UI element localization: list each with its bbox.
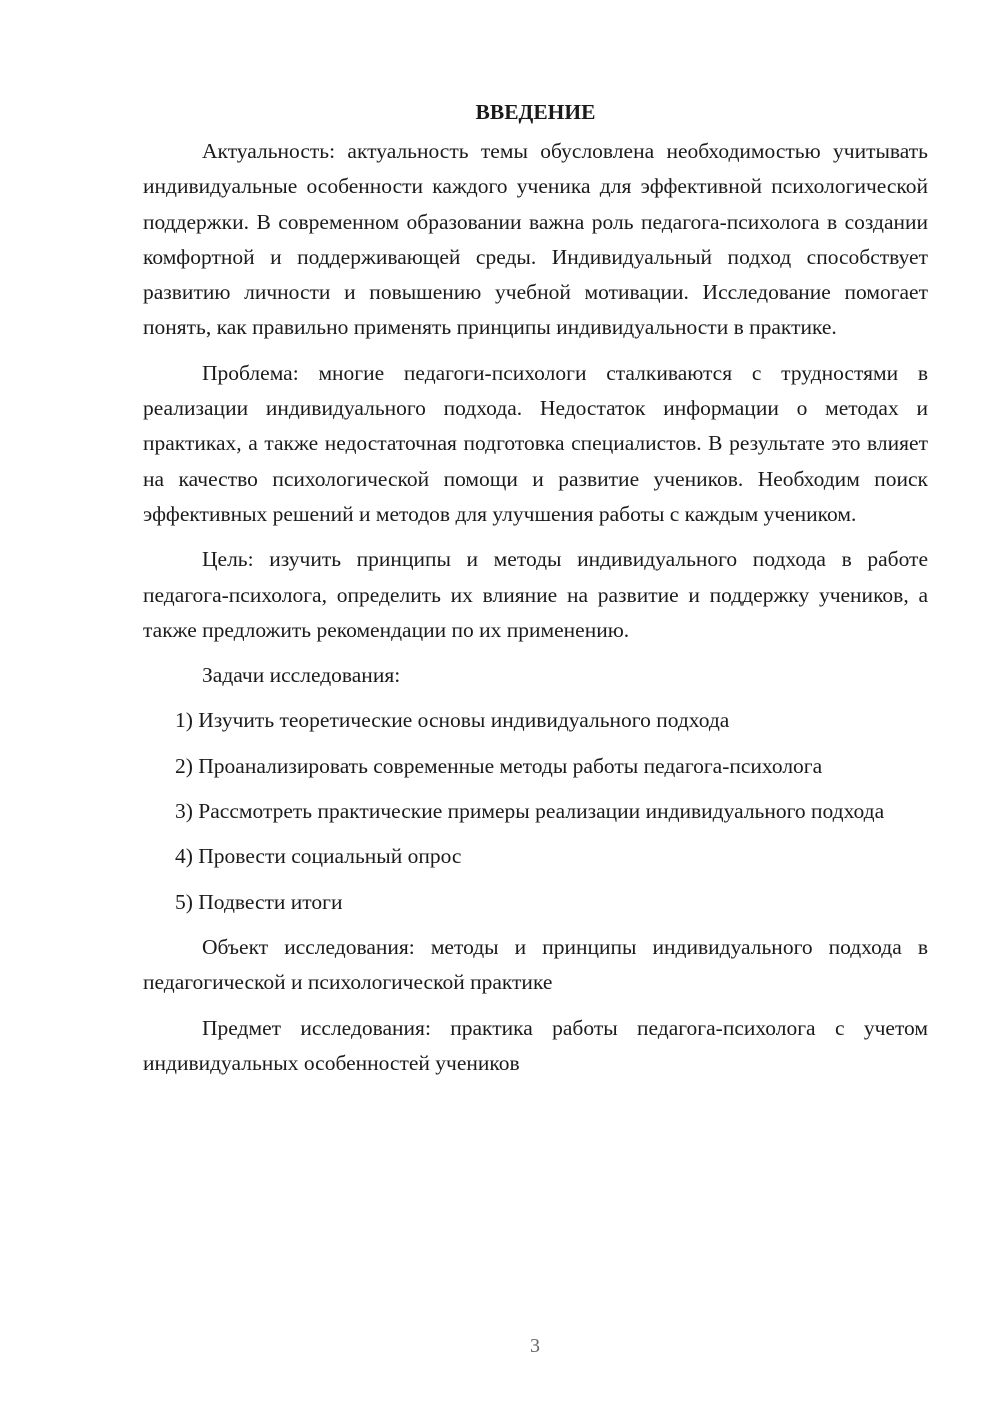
task-item-1: 1) Изучить теоретические основы индивидуального подхода [175, 708, 730, 733]
document-body [143, 95, 928, 1091]
task-item-2: 2) Проанализировать современные методы работы педагога-психолога [175, 753, 823, 778]
tasks-header: Задачи исследования: [202, 663, 401, 688]
page-title: ВВЕДЕНИЕ [475, 100, 596, 124]
subject-paragraph: Предмет исследования: практика работы педагога-психолога с учетом индивидуальных особенностей учеников [143, 1015, 928, 1075]
task-item-3: 3) Рассмотреть практические примеры реализации индивидуального подхода [175, 799, 885, 824]
object-paragraph: Объект исследования: методы и принципы индивидуального подхода в педагогической и психологической практике [143, 934, 928, 995]
relevance-paragraph: Актуальность: актуальность темы обусловлена необходимостью учитывать индивидуальные особенности каждого ученика для эффективной психологической поддержки. В современном образовании важна роль педагога-психолога в создании комфортной и поддерживающей среды. Индивидуальный подход способствует развитию личности и повышению учебной мотивации. Исследование помогает понять, как правильно применять принципы индивидуальности в практике. [143, 139, 928, 340]
task-item-5: 5) Подвести итоги [175, 889, 343, 914]
goal-paragraph: Цель: изучить принципы и методы индивидуального подхода в работе педагога-психолога, определить их влияние на развитие и поддержку учеников, а также предложить рекомендации по их применению. [143, 547, 928, 642]
task-item-4: 4) Провести социальный опрос [175, 844, 462, 869]
problem-paragraph: Проблема: многие педагоги-психологи сталкиваются с трудностями в реализации индивидуального подхода. Недостаток информации о методах и практиках, а также недостаточная подготовка специалистов. В результате это влияет на качество психологической помощи и развитие учеников. Необходим поиск эффективных решений и методов для улучшения работы с каждым учеником. [143, 360, 928, 526]
page-number: 3 [530, 1335, 540, 1357]
